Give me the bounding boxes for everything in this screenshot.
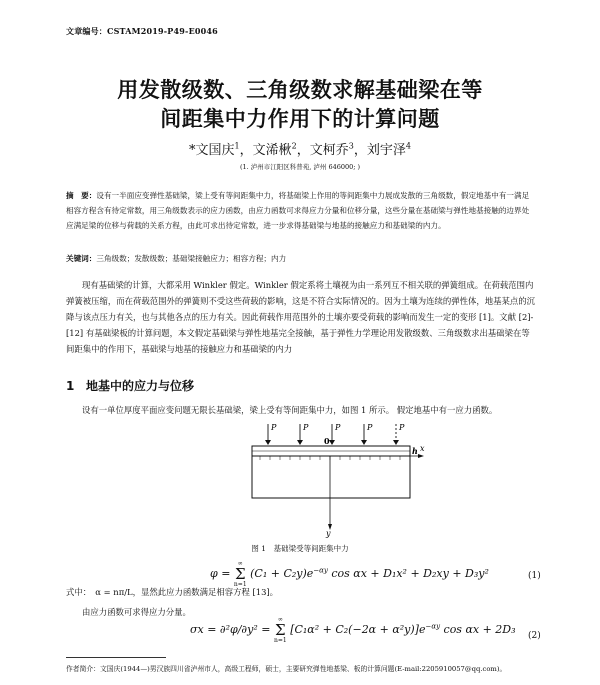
figure-1-caption: 图 1 基础梁受等间距集中力: [251, 544, 349, 553]
title-line-2: 间距集中力作用下的计算问题: [160, 107, 440, 131]
eq1-number: (1): [528, 571, 541, 581]
eq2-sum-bot: n=1: [273, 637, 287, 644]
eq2-lhs: σx = ∂²φ/∂y² =: [190, 623, 271, 636]
affiliation: (1. 泸州市江阳区科普苑, 泸州 646000; ): [239, 163, 361, 171]
abstract-text: 设有一半面应变弹性基础梁，梁上受有等间距集中力，将基础梁上作用的等间距集中力展成发散的三角级数，假定地基中有一满足相容方程含有待定常数，用三角级数表示的应力函数，由应力函数可求得应力分量和位移分量，这些分量在基础梁与弹性地基接触的边界处应满足梁的位移与荷载的关系方程，由此可求出待定常数，进一步求得基础梁与地基的接触应力和基础梁的内力。: [66, 191, 530, 230]
author-4-sup: 4: [405, 141, 411, 151]
author-footnote: 作者简介：文国庆(1944—)男汉族四川省泸州市人，高级工程师，硕士，主要研究弹性地基梁、板的计算问题(E-mail:2205910057@qq.com)。: [66, 665, 507, 673]
x-axis-label: x: [420, 444, 425, 453]
eq1-lhs: φ =: [210, 567, 231, 580]
load-arrowhead-3: [329, 440, 335, 445]
title-line-1: 用发散级数、三角级数求解基础梁在等: [117, 78, 483, 102]
section-1-title: 地基中的应力与位移: [86, 379, 195, 393]
load-label-5: P: [399, 423, 405, 432]
eq1-tail: cos αx + D₁x² + D₂xy + D₃y²: [327, 567, 489, 580]
load-label-1: P: [271, 423, 277, 432]
load-arrowhead-4: [361, 440, 367, 445]
section-1-heading: [66, 377, 194, 394]
load-label-4: P: [367, 423, 373, 432]
footnote-divider: [66, 657, 166, 658]
load-arrowhead-2: [297, 440, 303, 445]
keywords-text: 三角级数；发散级数；基础梁接触应力；相容方程；内力: [96, 254, 287, 263]
eq1-body: (C₁ + C₂y)e: [250, 567, 314, 580]
section-1-number: 1: [66, 379, 75, 393]
intro-paragraph: 现有基础梁的计算，大都采用 Winkler 假定。Winkler 假定系将土壤视为由一系列互不相关联的弹簧组成。在荷载范围内弹簧被压缩，而在荷载范围外的弹簧则不受这些荷载的影响，这是不符合实际情况的。因为土壤为连续的弹性体，地基某点的沉降与该点压力有关，也与其他各点的压力有关。因此荷载作用范围外的土壤亦要受荷载的影响而发生一定的变形 [1]。文献 [2]-[12] 有基础梁板的计算问题，本文假定基础梁与弹性地基完全接触，基于弹性力学理论用发散级数、三角级数求出基础梁在等间距集中的作用下，基础梁与地基的接触应力和基础梁的内力: [66, 280, 535, 354]
y-axis-label: y: [326, 529, 331, 538]
eq2-sum-top: ∞: [277, 616, 283, 623]
author-4: ，刘宇泽: [353, 143, 406, 158]
eq2-number: (2): [528, 631, 541, 641]
author-list: [0, 139, 600, 158]
load-arrowhead-1: [265, 440, 271, 445]
load-arrowhead-5: [393, 440, 399, 445]
foundation-outline: [252, 456, 410, 498]
eq1-sum: [234, 560, 247, 588]
load-label-3: P: [335, 423, 341, 432]
eq1-exp: −αy: [313, 566, 328, 575]
keywords-label: 关键词：: [66, 254, 97, 263]
author-1: *文国庆: [189, 143, 235, 158]
origin-label: 0: [324, 436, 330, 446]
where-line: 式中： α = nπ/L，显然此应力函数满足相容方程 [13]。: [66, 587, 279, 597]
x-axis-arrow: [418, 454, 424, 458]
keywords: [66, 251, 536, 266]
abstract: [66, 188, 536, 233]
author-3-sup: 3: [348, 141, 354, 151]
h-label: h: [412, 446, 418, 456]
load-label-2: P: [303, 423, 309, 432]
figure-1-diagram: [248, 418, 428, 538]
stress-intro: 由应力函数可求得应力分量。: [82, 607, 191, 617]
eq2-exp: −αy: [425, 622, 441, 631]
article-number: 文章编号：CSTAM2019-P49-E0046: [66, 26, 218, 36]
equation-2: [190, 616, 516, 644]
author-2: ，文浠楸: [239, 143, 292, 158]
eq2-tail: cos αx + 2D₃: [440, 623, 516, 636]
section-1-paragraph: 设有一单位厚度平面应变问题无限长基础梁，梁上受有等间距集中力，如图 1 所示。 假定地基中有一应力函数。: [82, 405, 498, 415]
eq2-sum: [274, 616, 287, 644]
equation-1: [210, 560, 489, 588]
abstract-label: 摘 要：: [66, 191, 97, 200]
eq2-body: [C₁α² + C₂(−2α + α²y)]e: [290, 623, 426, 636]
eq2-sum-sym: Σ: [275, 621, 286, 639]
author-3: ，文柯乔: [296, 143, 349, 158]
eq1-sum-sym: Σ: [234, 565, 246, 583]
eq1-sum-bot: n=1: [233, 581, 247, 588]
load-arrows: [265, 424, 399, 445]
eq1-sum-top: ∞: [237, 560, 243, 567]
author-2-sup: 2: [291, 141, 297, 151]
author-1-sup: 1: [234, 141, 240, 151]
